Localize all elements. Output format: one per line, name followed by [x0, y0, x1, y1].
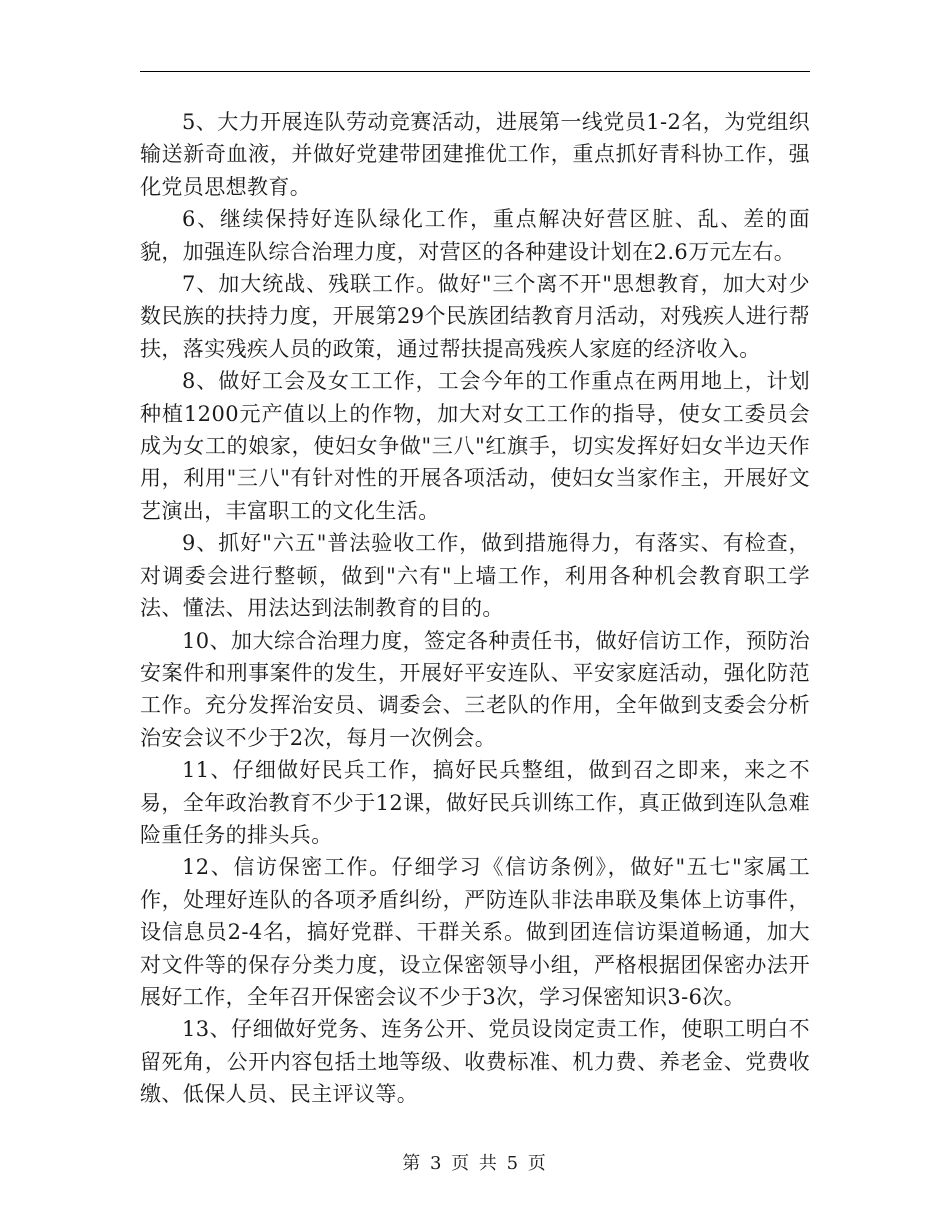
paragraph-item-11: 11、仔细做好民兵工作，搞好民兵整组，做到召之即来，来之不易，全年政治教育不少于12课，做好民兵训练工作，真正做到连队急难险重任务的排头兵。 — [140, 758, 810, 847]
header-rule — [140, 71, 810, 72]
paragraph-item-8: 8、做好工会及女工工作，工会今年的工作重点在两用地上，计划种植1200元产值以上的作物，加大对女工工作的指导，使女工委员会成为女工的娘家，使妇女争做"三八"红旗手，切实发挥好妇女半边天作用，利用"三八"有针对性的开展各项活动，使妇女当家作主，开展好文艺演出，丰富职工的文化生活。 — [140, 369, 810, 523]
paragraph-item-12: 12、信访保密工作。仔细学习《信访条例》，做好"五七"家属工作，处理好连队的各项矛盾纠纷，严防连队非法串联及集体上访事件，设信息员2-4名，搞好党群、干群关系。做到团连信访渠道畅通，加大对文件等的保存分类力度，设立保密领导小组，严格根据团保密办法开展好工作，全年召开保密会议不少于3次，学习保密知识3-6次。 — [140, 855, 810, 1009]
paragraph-item-9: 9、抓好"六五"普法验收工作，做到措施得力，有落实、有检查，对调委会进行整顿，做到"六有"上墙工作，利用各种机会教育职工学法、懂法、用法达到法制教育的目的。 — [140, 531, 810, 621]
page-number-footer: 第 3 页 共 5 页 — [402, 1153, 548, 1174]
paragraph-item-10: 10、加大综合治理力度，签定各种责任书，做好信访工作，预防治安案件和刑事案件的发生，开展好平安连队、平安家庭活动，强化防范工作。充分发挥治安员、调委会、三老队的作用，全年做到支委会分析治安会议不少于2次，每月一次例会。 — [140, 628, 810, 750]
document-body — [140, 106, 810, 1111]
paragraph-item-13: 13、仔细做好党务、连务公开、党员设岗定责工作，使职工明白不留死角，公开内容包括土地等级、收费标准、机力费、养老金、党费收缴、低保人员、民主评议等。 — [140, 1017, 810, 1107]
paragraph-item-6: 6、继续保持好连队绿化工作，重点解决好营区脏、乱、差的面貌，加强连队综合治理力度，对营区的各种建设计划在2.6万元左右。 — [140, 207, 810, 264]
paragraph-item-7: 7、加大统战、残联工作。做好"三个离不开"思想教育，加大对少数民族的扶持力度，开展第29个民族团结教育月活动，对残疾人进行帮扶，落实残疾人员的政策，通过帮扶提高残疾人家庭的经济收入。 — [140, 272, 810, 361]
paragraph-item-5: 5、大力开展连队劳动竞赛活动，进展第一线党员1-2名，为党组织输送新奇血液，并做好党建带团建推优工作，重点抓好青科协工作，强化党员思想教育。 — [140, 110, 810, 199]
